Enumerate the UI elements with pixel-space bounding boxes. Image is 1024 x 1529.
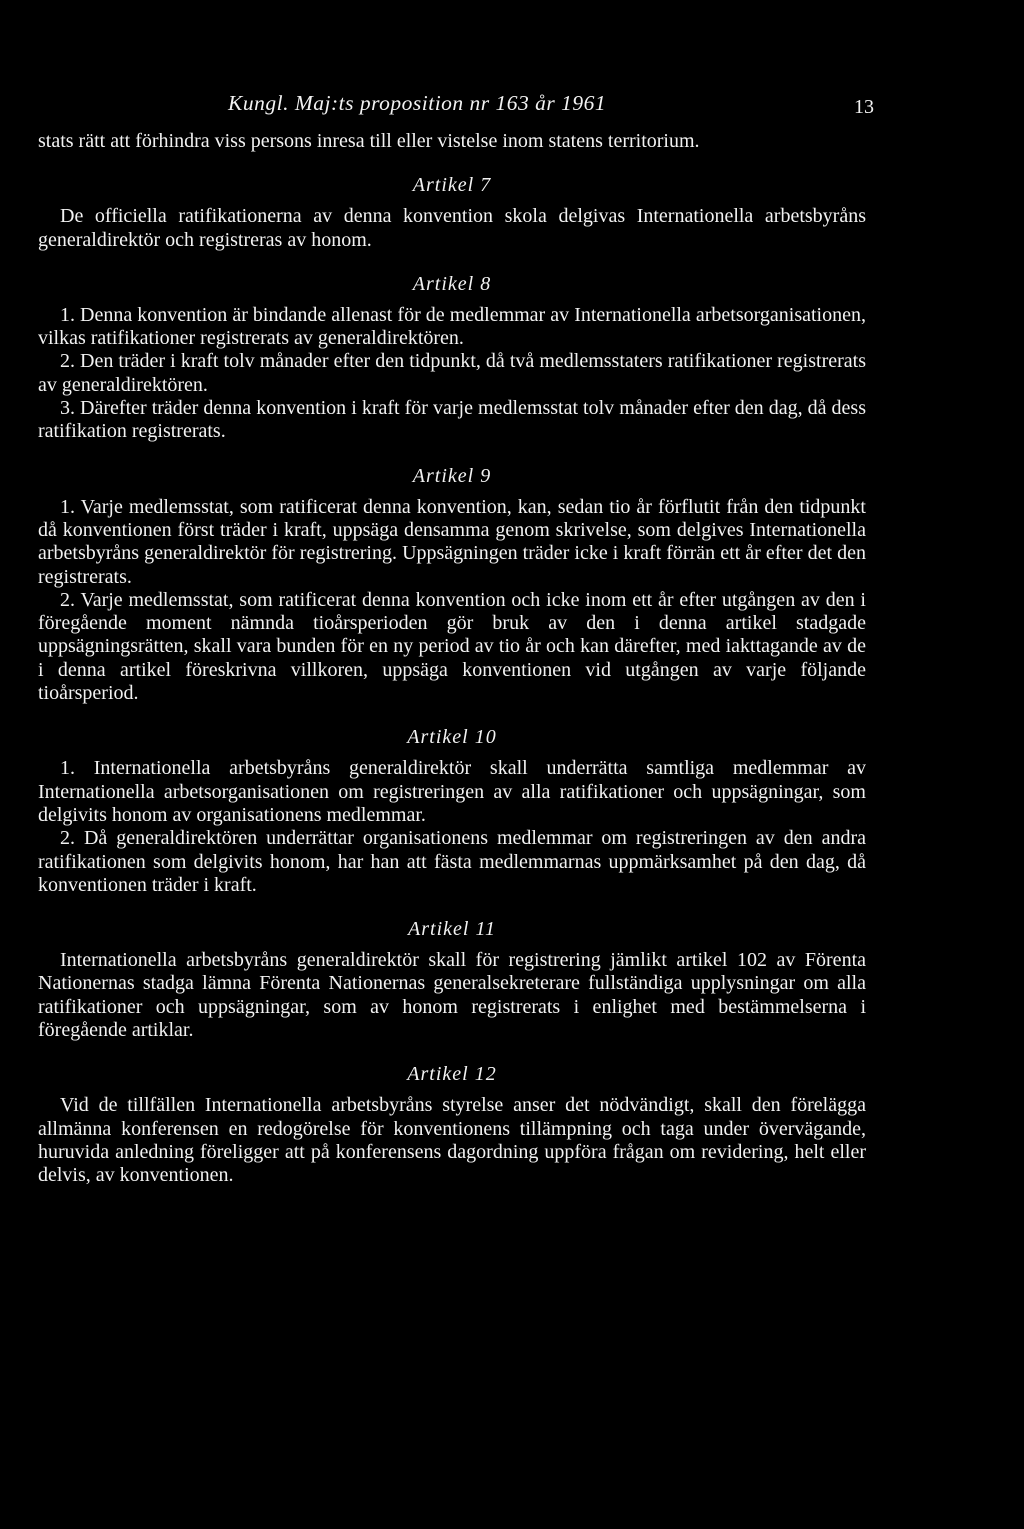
article-paragraph: 2. Varje medlemsstat, som ratificerat denna konvention och icke inom ett år efter utgången av den i föregående moment nämnda tioårsperioden gör bruk av den i denna artikel stadgade uppsägningsrätten, skall vara bunden för en ny period av tio år och kan därefter, med iakttagande av de i denna artikel föreskrivna villkoren, uppsäga konventionen vid utgången av varje följande tioårsperiod. [38, 588, 866, 705]
article-heading: Artikel 9 [412, 464, 492, 487]
article-7 [38, 172, 866, 252]
article-heading: Artikel 11 [408, 918, 496, 941]
article-8 [38, 271, 866, 444]
article-paragraph: Internationella arbetsbyråns generaldirektör skall för registrering jämlikt artikel 102 av Förenta Nationernas stadga lämna Förenta Nationernas generalsekreterare fullständiga upplysningar om alla ratifikationer och uppsägningar, som av honom registrerats i enlighet med bestämmelserna i föregående artiklar. [38, 949, 866, 1042]
article-9 [38, 463, 866, 706]
article-paragraph: 2. Då generaldirektören underrättar organisationens medlemmar om registreringen av den andra ratifikationen som delgivits honom, har han att fästa medlemmarnas uppmärksamhet på den dag, då konventionen träder i kraft. [38, 827, 866, 896]
running-header [38, 90, 874, 130]
article-10 [38, 724, 866, 897]
article-paragraph: 2. Den träder i kraft tolv månader efter den tidpunkt, då två medlemsstaters ratifikationer registrerats av generaldirektören. [38, 350, 866, 396]
article-heading: Artikel 12 [407, 1063, 497, 1086]
article-heading: Artikel 10 [407, 726, 497, 749]
article-heading: Artikel 7 [412, 174, 492, 197]
intro-paragraph: stats rätt att förhindra viss persons inresa till eller vistelse inom statens territorium. [38, 130, 700, 152]
article-paragraph: De officiella ratifikationerna av denna konvention skola delgivas Internationella arbetsbyråns generaldirektör och registreras av honom. [38, 205, 866, 251]
article-paragraph: 3. Därefter träder denna konvention i kraft för varje medlemsstat tolv månader efter den dag, då dess ratifikation registrerats. [38, 397, 866, 443]
article-12 [38, 1061, 866, 1187]
article-paragraph: 1. Denna konvention är bindande allenast för de medlemmar av Internationella arbetsorganisationen, vilkas ratifikationer registrerats av generaldirektören. [38, 303, 866, 350]
article-11 [38, 916, 866, 1042]
document-page [38, 90, 874, 1188]
running-title: Kungl. Maj:ts proposition nr 163 år 1961 [228, 91, 607, 115]
article-paragraph: 1. Varje medlemsstat, som ratificerat denna konvention, kan, sedan tio år förflutit från den tidpunkt då konventionen först träder i kraft, uppsäga densamma genom skrivelse, som delgives Internationella arbetsbyråns generaldirektör för registrering. Uppsägningen träder icke i kraft förrän ett år efter det den registrerats. [38, 495, 866, 588]
page-number: 13 [854, 96, 874, 118]
article-heading: Artikel 8 [412, 272, 492, 295]
article-paragraph: 1. Internationella arbetsbyråns generaldirektör skall underrätta samtliga medlemmar av Internationella arbetsorganisationen om registreringen av alla ratifikationer och uppsägningar, som delgivits honom av organisationens medlemmar. [38, 757, 866, 826]
article-paragraph: Vid de tillfällen Internationella arbetsbyråns styrelse anser det nödvändigt, skall den förelägga allmänna konferensen en redogörelse för konventionens tillämpning och taga under övervägande, huruvida anledning föreligger att på konferensens dagordning uppföra frågan om revidering, helt eller delvis, av konventionen. [38, 1094, 866, 1187]
